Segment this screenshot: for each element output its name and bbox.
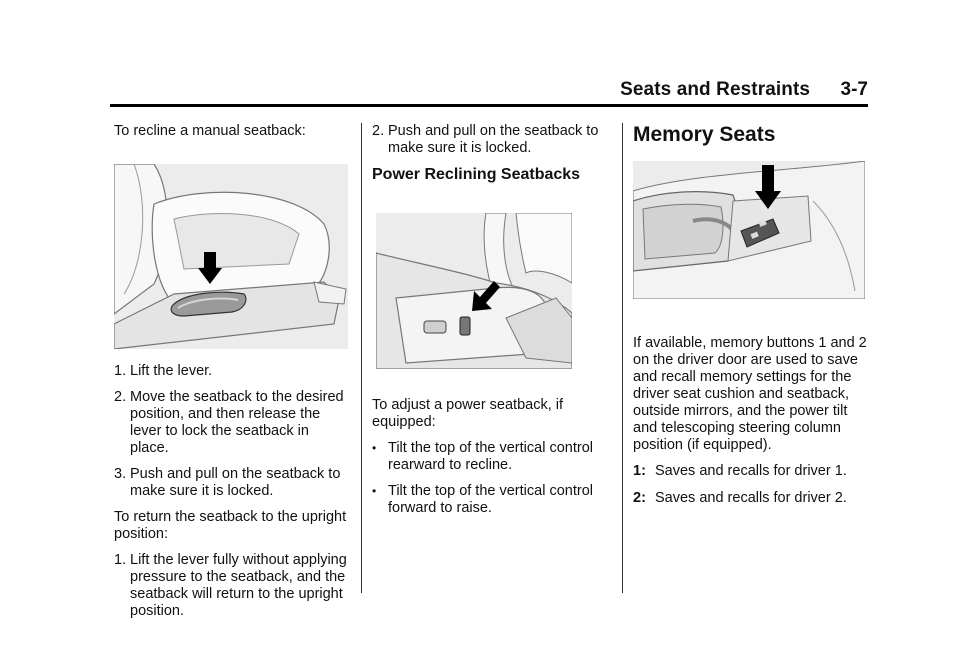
memory-buttons-figure xyxy=(633,161,865,299)
memory-seats-description: If available, memory buttons 1 and 2 on the driver door are used to save and recall memory settings for the driver seat cushion and seatback, outside mirrors, and the power tilt and telescoping steering column position (if equipped). xyxy=(633,335,867,453)
memory-seats-heading: Memory Seats xyxy=(633,123,776,146)
header-rule xyxy=(110,104,868,107)
power-reclining-heading: Power Reclining Seatbacks xyxy=(372,166,581,183)
power-recline-control-figure xyxy=(376,213,572,369)
power-seatback-intro: To adjust a power seatback, if equipped: xyxy=(372,397,564,430)
manual-step-3: 3. Push and pull on the seatback to make sure it is locked. xyxy=(114,466,341,499)
column-divider-1 xyxy=(361,123,362,593)
memory-button-1-callout: 1: Saves and recalls for driver 1. xyxy=(633,463,847,479)
column-2 xyxy=(372,123,612,526)
manual-step-2-continued: 2. Push and pull on the seatback to make sure it is locked. xyxy=(372,123,599,156)
page-number: 3-7 xyxy=(840,79,868,100)
column-3 xyxy=(633,123,871,517)
return-upright-intro: To return the seatback to the upright position: xyxy=(114,509,347,542)
manual-step-1: 1. Lift the lever. xyxy=(114,363,213,379)
manual-recline-intro: To recline a manual seatback: xyxy=(114,123,306,139)
power-bullet-recline: • Tilt the top of the vertical control rearward to recline. xyxy=(372,440,593,473)
return-step-1: 1. Lift the lever fully without applying pressure to the seatback, and the seatback will return to the upright position. xyxy=(114,552,347,619)
manual-seat-lever-figure xyxy=(114,164,348,349)
manual-step-2: 2. Move the seatback to the desired position, and then release the lever to lock the seatback in place. xyxy=(114,389,344,456)
power-bullet-raise: • Tilt the top of the vertical control forward to raise. xyxy=(372,483,593,516)
column-divider-2 xyxy=(622,123,623,593)
section-title: Seats and Restraints xyxy=(620,79,811,100)
page-header xyxy=(110,79,868,103)
memory-button-2-callout: 2: Saves and recalls for driver 2. xyxy=(633,490,847,506)
column-1 xyxy=(114,123,350,629)
